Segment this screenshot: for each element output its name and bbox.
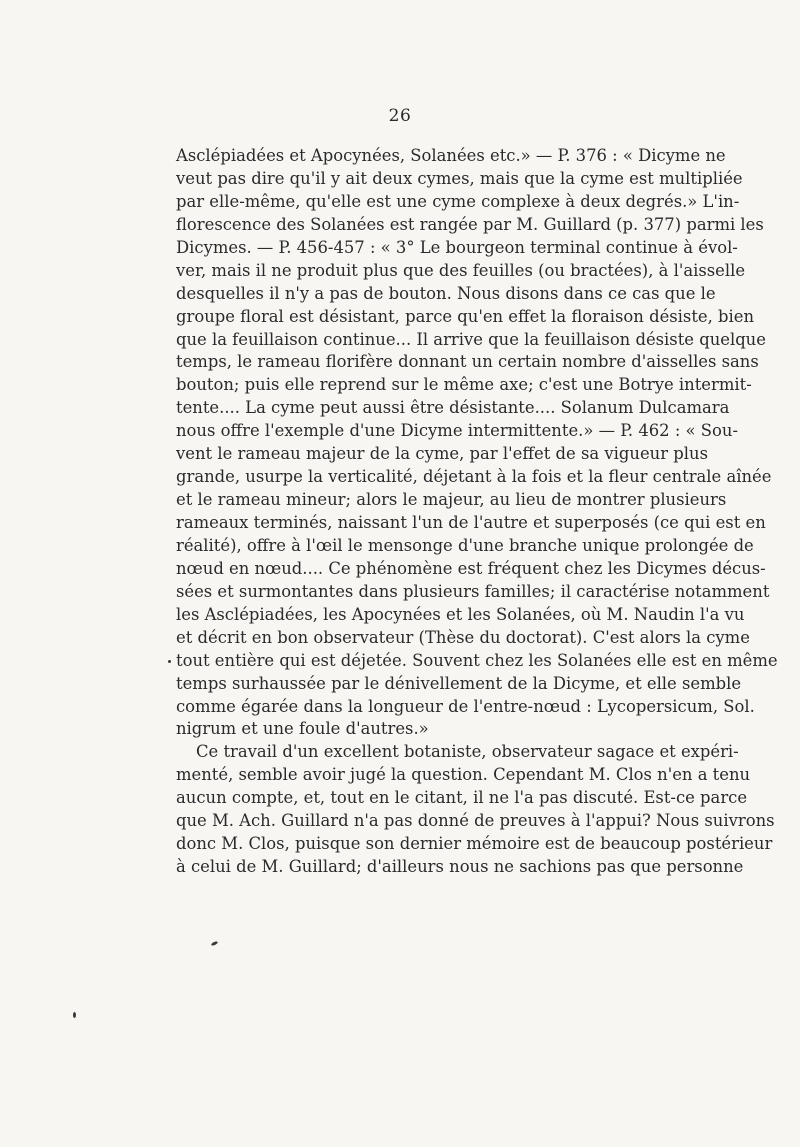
text-line: temps, le rameau florifère donnant un certain nombre d'aisselles sans [176, 352, 759, 372]
text-line: tente.... La cyme peut aussi être désistante.... Solanum Dulcamara [176, 398, 730, 418]
body-text [176, 145, 778, 879]
text-line: veut pas dire qu'il y ait deux cymes, mais que la cyme est multipliée [176, 168, 743, 188]
ink-speck [168, 660, 171, 663]
text-line: comme égarée dans la longueur de l'entre-nœud : Lycopersicum, Sol. [176, 696, 755, 716]
text-line: réalité), offre à l'œil le mensonge d'une branche unique prolongée de [176, 535, 754, 555]
text-line: vent le rameau majeur de la cyme, par l'effet de sa vigueur plus [176, 444, 708, 464]
text-line: nous offre l'exemple d'une Dicyme intermittente.» — P. 462 : « Sou- [176, 421, 738, 441]
text-line: temps surhaussée par le dénivellement de la Dicyme, et elle semble [176, 673, 742, 693]
text-line: les Asclépiadées, les Apocynées et les Solanées, où M. Naudin l'a vu [176, 604, 745, 624]
text-line: nigrum et une foule d'autres.» [176, 719, 429, 739]
text-line: grande, usurpe la verticalité, déjetant à la fois et la fleur centrale aînée [176, 467, 772, 487]
text-line: Ce travail d'un excellent botaniste, observateur sagace et expéri- [196, 742, 739, 762]
text-line: à celui de M. Guillard; d'ailleurs nous ne sachions pas que personne [176, 857, 744, 877]
text-line: et le rameau mineur; alors le majeur, au lieu de montrer plusieurs [176, 490, 727, 510]
text-line: groupe floral est désistant, parce qu'en effet la floraison désiste, bien [176, 306, 755, 326]
text-line: nœud en nœud.... Ce phénomène est fréquent chez les Dicymes décus- [176, 558, 766, 578]
text-line: bouton; puis elle reprend sur le même axe; c'est une Botrye intermit- [176, 375, 752, 395]
text-line: florescence des Solanées est rangée par M. Guillard (p. 377) parmi les [176, 214, 764, 234]
text-line: Dicymes. — P. 456-457 : « 3° Le bourgeon terminal continue à évol- [176, 237, 738, 257]
ink-speck [211, 941, 219, 947]
text-line: Asclépiadées et Apocynées, Solanées etc.» — P. 376 : « Dicyme ne [176, 146, 726, 165]
text-line: sées et surmontantes dans plusieurs familles; il caractérise notamment [176, 581, 770, 601]
text-line: tout entière qui est déjetée. Souvent chez les Solanées elle est en même [176, 650, 778, 670]
text-line: donc M. Clos, puisque son dernier mémoire est de beaucoup postérieur [176, 834, 773, 854]
text-line: desquelles il n'y a pas de bouton. Nous disons dans ce cas que le [176, 283, 716, 303]
text-line: rameaux terminés, naissant l'un de l'autre et superposés (ce qui est en [176, 513, 766, 532]
text-line: par elle-même, qu'elle est une cyme complexe à deux degrés.» L'in- [176, 191, 740, 211]
text-line: et décrit en bon observateur (Thèse du doctorat). C'est alors la cyme [176, 627, 750, 647]
text-line: aucun compte, et, tout en le citant, il ne l'a pas discuté. Est-ce parce [176, 788, 748, 808]
page-number: 26 [388, 106, 412, 126]
text-line: que la feuillaison continue... Il arrive que la feuillaison désiste quelque [176, 329, 766, 349]
ink-speck [73, 1012, 76, 1018]
text-line: que M. Ach. Guillard n'a pas donné de preuves à l'appui? Nous suivrons [176, 811, 775, 831]
text-line: menté, semble avoir jugé la question. Cependant M. Clos n'en a tenu [176, 765, 751, 785]
text-line: ver, mais il ne produit plus que des feuilles (ou bractées), à l'aisselle [176, 260, 746, 280]
